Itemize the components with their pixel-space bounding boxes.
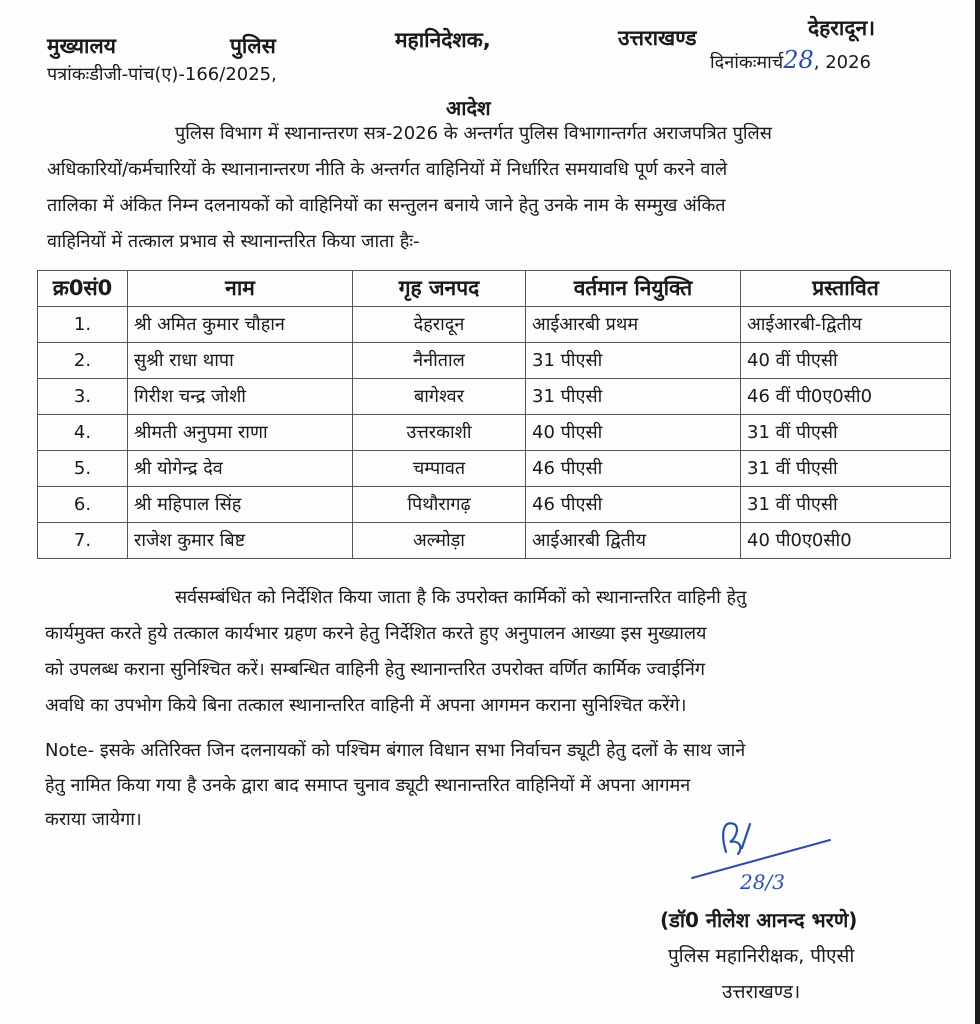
signatory-state: उत्तराखण्ड। xyxy=(722,981,801,1003)
signatory-designation: पुलिस महानिरीक्षक, पीएसी xyxy=(668,945,855,967)
directive-line-3: को उपलब्ध कराना सुनिश्चित करें। सम्बन्धित वाहिनी हेतु स्थानान्तरित उपरोक्त वर्णित कार्मिक ज्वाईनिंग xyxy=(45,659,705,680)
note-line-3: कराया जायेगा। xyxy=(45,809,142,830)
directive-line-4: अवधि का उपभोग किये बिना तत्काल स्थानान्तरित वाहिनी में अपना आगमन कराना सुनिश्चित करेंगे। xyxy=(45,695,687,716)
table-row xyxy=(38,343,951,379)
header-name: नाम xyxy=(128,271,353,307)
letterhead-word-headquarters: मुख्यालय xyxy=(47,34,116,58)
cell-serial: 3. xyxy=(38,379,128,415)
cell-serial: 5. xyxy=(38,451,128,487)
intro-line-2: अधिकारियों/कर्मचारियों के स्थानानान्तरण नीति के अन्तर्गत वाहिनियों में निर्धारित समयावधि पूर्ण करने वाले xyxy=(47,159,728,180)
cell-current-posting: आईआरबी प्रथम xyxy=(526,307,741,343)
table-row xyxy=(38,415,951,451)
cell-current-posting: आईआरबी द्वितीय xyxy=(526,523,741,559)
letterhead-word-dehradun: देहरादून। xyxy=(808,16,876,40)
table-row xyxy=(38,523,951,559)
note-line-2: हेतु नामित किया गया है उनके द्वारा बाद समाप्त चुनाव ड्यूटी स्थानान्तरित वाहिनियों में अपना आगमन xyxy=(45,775,691,796)
table-row xyxy=(38,451,951,487)
date-suffix: , 2026 xyxy=(813,52,872,73)
cell-current-posting: 46 पीएसी xyxy=(526,487,741,523)
letter-date xyxy=(710,46,871,74)
cell-home-district: चम्पावत xyxy=(353,451,526,487)
header-current-posting: वर्तमान नियुक्ति xyxy=(526,271,741,307)
cell-current-posting: 31 पीएसी xyxy=(526,379,741,415)
header-home-district: गृह जनपद xyxy=(353,271,526,307)
cell-name: श्री महिपाल सिंह xyxy=(128,487,353,523)
table-header-row xyxy=(38,271,951,307)
cell-home-district: पिथौरागढ़ xyxy=(353,487,526,523)
cell-proposed: 31 वीं पीएसी xyxy=(741,451,951,487)
cell-current-posting: 31 पीएसी xyxy=(526,343,741,379)
letter-number: पत्रांकःडीजी-पांच(ए)-166/2025, xyxy=(47,64,277,85)
cell-serial: 1. xyxy=(38,307,128,343)
cell-current-posting: 46 पीएसी xyxy=(526,451,741,487)
intro-line-3: तालिका में अंकित निम्न दलनायकों को वाहिनियों का सन्तुलन बनाये जाने हेतु उनके नाम के सम्मुख अंकित xyxy=(47,195,726,216)
directive-line-1: सर्वसम्बंधित को निर्देशित किया जाता है कि उपरोक्त कार्मिकों को स्थानान्तरित वाहिनी हेतु xyxy=(175,587,747,608)
scan-edge-border xyxy=(975,0,980,1024)
table-row xyxy=(38,307,951,343)
cell-name: श्रीमती अनुपमा राणा xyxy=(128,415,353,451)
letterhead-word-police: पुलिस xyxy=(230,34,276,58)
intro-line-4: वाहिनियों में तत्काल प्रभाव से स्थानान्तरित किया जाता हैः- xyxy=(47,231,420,252)
table-row xyxy=(38,379,951,415)
table-row xyxy=(38,487,951,523)
date-prefix: दिनांकःमार्च xyxy=(710,52,784,73)
cell-name: श्री योगेन्द्र देव xyxy=(128,451,353,487)
cell-name: श्री अमित कुमार चौहान xyxy=(128,307,353,343)
cell-proposed: 40 वीं पीएसी xyxy=(741,343,951,379)
cell-proposed: 31 वीं पीएसी xyxy=(741,415,951,451)
cell-proposed: आईआरबी-द्वितीय xyxy=(741,307,951,343)
cell-serial: 4. xyxy=(38,415,128,451)
cell-home-district: बागेश्वर xyxy=(353,379,526,415)
letterhead-word-uttarakhand: उत्तराखण्ड xyxy=(618,26,697,50)
cell-home-district: देहरादून xyxy=(353,307,526,343)
cell-current-posting: 40 पीएसी xyxy=(526,415,741,451)
intro-line-1: पुलिस विभाग में स्थानान्तरण सत्र-2026 के अन्तर्गत पुलिस विभागान्तर्गत अराजपत्रित पुलिस xyxy=(175,123,772,144)
cell-proposed: 40 पी0ए0सी0 xyxy=(741,523,951,559)
cell-name: गिरीश चन्द्र जोशी xyxy=(128,379,353,415)
cell-name: सुश्री राधा थापा xyxy=(128,343,353,379)
header-proposed: प्रस्तावित xyxy=(741,271,951,307)
cell-serial: 2. xyxy=(38,343,128,379)
directive-line-2: कार्यमुक्त करते हुये तत्काल कार्यभार ग्रहण करने हेतु निर्देशित करते हुए अनुपालन आख्या इस मुख्यालय xyxy=(45,623,707,644)
cell-home-district: अल्मोड़ा xyxy=(353,523,526,559)
signatory-name: (डॉ0 नीलेश आनन्द भरणे) xyxy=(660,908,858,932)
cell-proposed: 31 वीं पीएसी xyxy=(741,487,951,523)
cell-proposed: 46 वीं पी0ए0सी0 xyxy=(741,379,951,415)
letterhead-word-director-general: महानिदेशक, xyxy=(395,28,491,52)
cell-home-district: उत्तरकाशी xyxy=(353,415,526,451)
cell-name: राजेश कुमार बिष्ट xyxy=(128,523,353,559)
cell-serial: 7. xyxy=(38,523,128,559)
order-title: आदेश xyxy=(446,96,491,120)
header-serial: क्र0सं0 xyxy=(38,271,128,307)
note-line-1: Note- इसके अतिरिक्त जिन दलनायकों को पश्चिम बंगाल विधान सभा निर्वाचन ड्यूटी हेतु दलों के साथ जाने xyxy=(45,740,746,761)
cell-serial: 6. xyxy=(38,487,128,523)
transfer-table xyxy=(37,270,951,559)
date-handwritten-day: 28 xyxy=(783,46,814,74)
cell-home-district: नैनीताल xyxy=(353,343,526,379)
signature-date: 28/3 xyxy=(740,870,785,894)
